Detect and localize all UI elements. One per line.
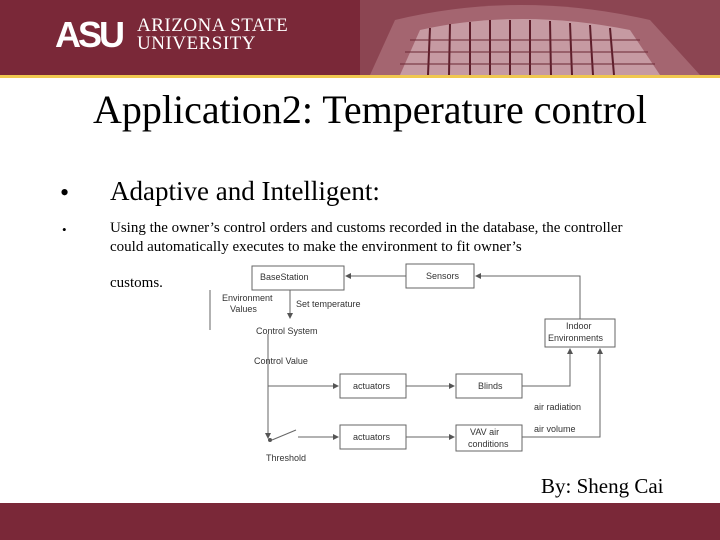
vav-label-1: VAV air xyxy=(470,427,500,437)
threshold-label: Threshold xyxy=(266,453,307,463)
control-diagram xyxy=(200,258,630,468)
set-temperature-label: Set temperature xyxy=(296,299,361,309)
actuators-label-2: actuators xyxy=(353,432,391,442)
control-value-label: Control Value xyxy=(254,356,308,366)
base-station-label: BaseStation xyxy=(260,272,309,282)
author-byline: By: Sheng Cai xyxy=(541,474,664,498)
threshold-node xyxy=(268,438,272,442)
gold-divider xyxy=(0,75,720,78)
university-name xyxy=(137,17,288,53)
vav-label-2: conditions xyxy=(468,439,509,449)
indoor-to-sensors-line xyxy=(476,276,580,319)
air-radiation-label: air radiation xyxy=(534,402,582,412)
actuators-label-1: actuators xyxy=(353,381,391,391)
bullet-marker: • xyxy=(60,178,70,207)
university-name-line2: UNIVERSITY xyxy=(137,33,256,54)
control-system-label: Control System xyxy=(256,326,318,336)
bullet-heading: Adaptive and Intelligent: xyxy=(110,176,380,206)
threshold-switch xyxy=(272,430,296,440)
env-values-label-1: Environment xyxy=(222,293,273,303)
air-volume-label: air volume xyxy=(534,424,576,434)
bullet-body-tail: customs. xyxy=(110,275,163,291)
indoor-env-label-1: Indoor xyxy=(566,321,592,331)
blinds-label: Blinds xyxy=(478,381,503,391)
blinds-to-indoor-line xyxy=(522,349,570,386)
env-values-label-2: Values xyxy=(230,304,257,314)
sensors-label: Sensors xyxy=(426,271,460,281)
indoor-env-label-2: Environments xyxy=(548,333,604,343)
bullet-marker: • xyxy=(62,222,67,237)
header-banner xyxy=(0,0,720,75)
bullet-body: Using the owner’s control orders and customs recorded in the database, the controller could automatically executes to make the environment to fit owner’s xyxy=(110,220,623,255)
slide-title: Application2: Temperature control xyxy=(92,87,648,132)
asu-logo-mark: ASU xyxy=(55,14,123,55)
footer-banner xyxy=(0,503,720,540)
university-name-line1: ARIZONA STATE xyxy=(137,15,289,36)
